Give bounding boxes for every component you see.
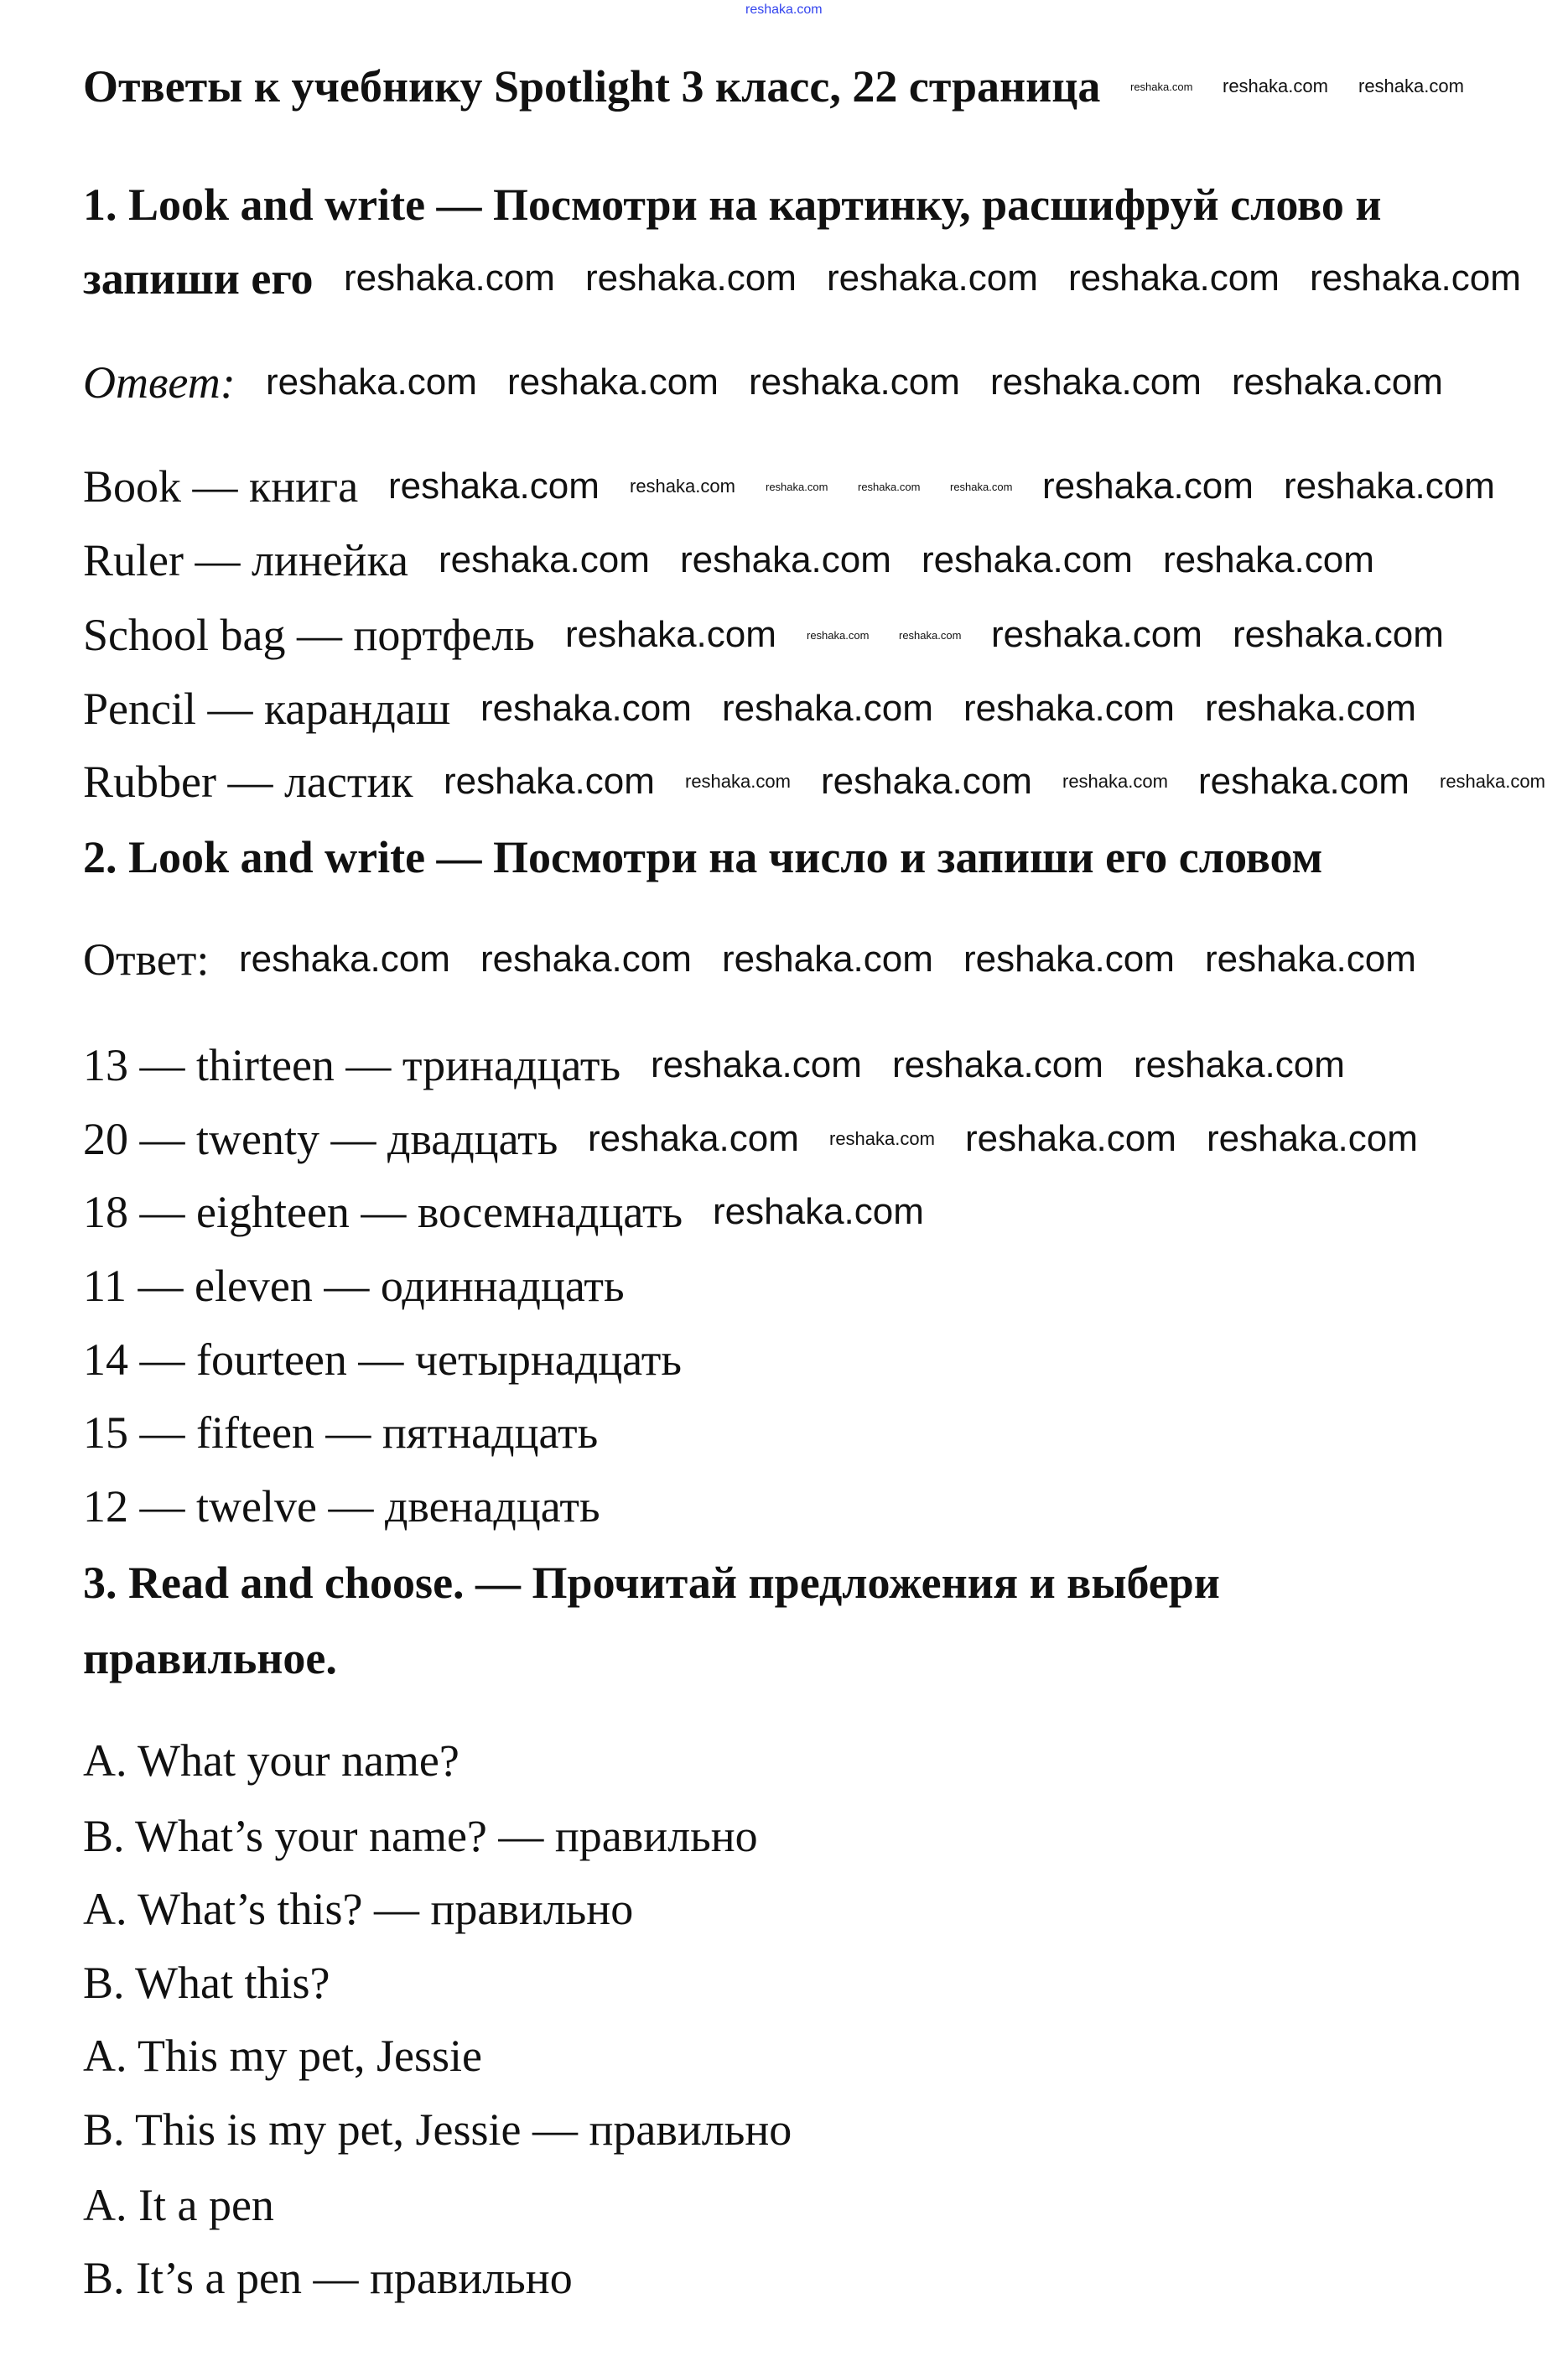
answer-item: Ruler — линейка xyxy=(83,535,408,585)
answer-item: B. What this? xyxy=(83,1958,330,2008)
answer-item: B. This is my pet, Jessie — правильно xyxy=(83,2104,792,2155)
watermark: reshaka.com xyxy=(1207,1118,1418,1159)
watermark: reshaka.com xyxy=(1440,771,1545,792)
answer-item: A. What’s this? — правильно xyxy=(83,1884,634,1934)
watermark: reshaka.com xyxy=(1284,466,1495,507)
watermark: reshaka.com xyxy=(749,361,960,403)
watermark: reshaka.com xyxy=(722,939,933,980)
watermark: reshaka.com xyxy=(1358,75,1464,96)
watermark: reshaka.com xyxy=(1068,257,1280,299)
watermark: reshaka.com xyxy=(950,481,1013,493)
section-3-heading-cont: правильное. xyxy=(83,1633,337,1683)
answer-item: B. What’s your name? — правильно xyxy=(83,1811,758,1861)
answer-item: Pencil — карандаш xyxy=(83,684,451,734)
watermark: reshaka.com xyxy=(965,1118,1176,1159)
watermark: reshaka.com xyxy=(922,539,1133,580)
answer-item: 18 — eighteen — восемнадцать xyxy=(83,1187,683,1237)
page-title: Ответы к учебнику Spotlight 3 класс, 22 страница xyxy=(83,61,1101,112)
watermark: reshaka.com xyxy=(685,771,791,792)
answer-item: 15 — fifteen — пятнадцать xyxy=(83,1407,599,1458)
answer-item: 13 — thirteen — тринадцать xyxy=(83,1040,621,1090)
watermark: reshaka.com xyxy=(745,3,823,17)
watermark: reshaka.com xyxy=(680,539,891,580)
watermark: reshaka.com xyxy=(963,939,1175,980)
watermark: reshaka.com xyxy=(899,629,962,642)
watermark: reshaka.com xyxy=(444,761,655,802)
answer-item: B. It’s a pen — правильно xyxy=(83,2253,573,2303)
watermark: reshaka.com xyxy=(713,1191,924,1232)
section-1-heading: 1. Look and write — Посмотри на картинку, расшифруй слово и xyxy=(83,179,1382,230)
watermark: reshaka.com xyxy=(991,614,1202,655)
watermark: reshaka.com xyxy=(588,1118,799,1159)
watermark: reshaka.com xyxy=(507,361,719,403)
watermark: reshaka.com xyxy=(1233,614,1444,655)
answer-item: Book — книга xyxy=(83,461,359,512)
answer-label: Ответ: xyxy=(83,357,236,408)
section-2-heading: 2. Look and write — Посмотри на число и запиши его словом xyxy=(83,832,1323,882)
watermark: reshaka.com xyxy=(1134,1044,1345,1085)
watermark: reshaka.com xyxy=(565,614,776,655)
answer-item: 12 — twelve — двенадцать xyxy=(83,1481,600,1532)
watermark: reshaka.com xyxy=(1223,75,1328,96)
watermark: reshaka.com xyxy=(990,361,1202,403)
watermark: reshaka.com xyxy=(1310,257,1521,299)
watermark: reshaka.com xyxy=(651,1044,862,1085)
watermark: reshaka.com xyxy=(266,361,477,403)
answer-label: Ответ: xyxy=(83,934,210,985)
section-1-heading-cont: запиши его xyxy=(83,253,314,304)
answer-item: 14 — fourteen — четырнадцать xyxy=(83,1334,682,1385)
answer-item: A. This my pet, Jessie xyxy=(83,2031,482,2081)
watermark: reshaka.com xyxy=(439,539,650,580)
watermark: reshaka.com xyxy=(963,688,1175,729)
watermark: reshaka.com xyxy=(1198,761,1410,802)
answer-item: 11 — eleven — одиннадцать xyxy=(83,1261,625,1311)
watermark: reshaka.com xyxy=(858,481,921,493)
answer-item: A. It a pen xyxy=(83,2180,274,2230)
section-3-heading: 3. Read and choose. — Прочитай предложения и выбери xyxy=(83,1558,1220,1608)
watermark: reshaka.com xyxy=(766,481,828,493)
answer-item: Rubber — ластик xyxy=(83,757,413,807)
watermark: reshaka.com xyxy=(344,257,555,299)
watermark: reshaka.com xyxy=(1042,466,1254,507)
watermark: reshaka.com xyxy=(239,939,450,980)
answer-item: School bag — портфель xyxy=(83,610,535,660)
answer-item: 20 — twenty — двадцать xyxy=(83,1114,558,1164)
watermark: reshaka.com xyxy=(388,466,600,507)
watermark: reshaka.com xyxy=(630,476,735,497)
watermark: reshaka.com xyxy=(892,1044,1103,1085)
watermark: reshaka.com xyxy=(722,688,933,729)
watermark: reshaka.com xyxy=(1163,539,1374,580)
watermark: reshaka.com xyxy=(585,257,797,299)
watermark: reshaka.com xyxy=(1130,81,1193,93)
watermark: reshaka.com xyxy=(1062,771,1168,792)
watermark: reshaka.com xyxy=(1232,361,1443,403)
watermark: reshaka.com xyxy=(1205,939,1416,980)
watermark: reshaka.com xyxy=(821,761,1032,802)
watermark: reshaka.com xyxy=(829,1128,935,1149)
watermark: reshaka.com xyxy=(480,939,692,980)
watermark: reshaka.com xyxy=(827,257,1038,299)
watermark: reshaka.com xyxy=(1205,688,1416,729)
watermark: reshaka.com xyxy=(807,629,870,642)
answer-item: A. What your name? xyxy=(83,1735,459,1786)
watermark: reshaka.com xyxy=(480,688,692,729)
